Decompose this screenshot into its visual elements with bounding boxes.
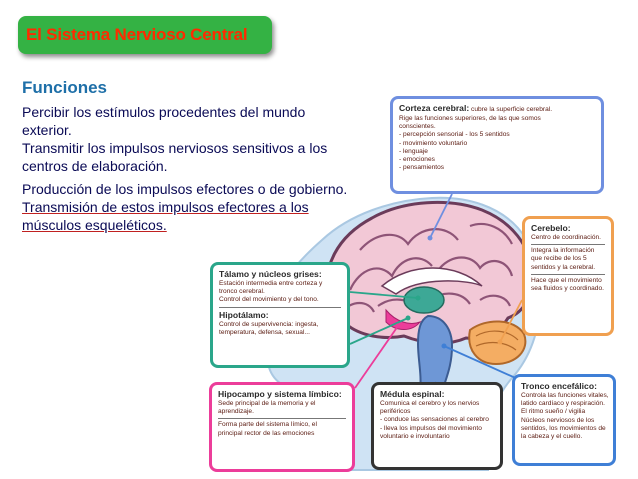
medula-heading: Médula espinal: [380,389,445,399]
cerebelo-line: Centro de coordinación. [531,234,602,241]
cerebelo-box [522,216,614,336]
cerebelo-line: Integra la información [531,247,595,255]
page-title: El Sistema Nervioso Central [26,25,248,44]
medula-line: Comunica el cerebro y los nervios [380,400,480,407]
corteza-line: - emociones [399,156,435,164]
thalamus [404,287,444,313]
talamo-line: tronco cerebral. [219,288,265,296]
function-line: exterior. [22,122,72,138]
medula-line: - lleva los impulsos del movimiento [380,424,482,432]
tronco-heading: Tronco encefálico: [521,381,597,391]
hipocampo-heading: Hipocampo y sistema límbico: [218,389,342,399]
tronco-line: El ritmo sueño / vigilia [521,408,586,416]
tronco-line: sentidos, los movimientos de [521,424,606,432]
medula-box [371,382,503,470]
corteza-line: conscientes. [399,123,436,131]
hipocampo-line: Forma parte del sistema límico, el [218,421,317,429]
cerebelo-line: que recibe de los 5 [531,255,587,263]
function-line: Percibir los estímulos procedentes del mundo [22,104,306,120]
tronco-line: Controla las funciones vitales, [521,392,609,399]
hipotalamo-line: Control de supervivencia: ingesta, [219,320,319,328]
hipocampo-line: aprendizaje. [218,408,254,416]
cerebelo-line: sea fluidos y coordinado. [531,285,604,293]
medula-line: periféricos [380,408,411,416]
hipocampo-line: Sede principal de la memoria y el [218,400,316,407]
hipotalamo-heading: Hipotálamo: [219,309,269,320]
talamo-box [210,262,350,368]
hipocampo-line: principal rector de las emociones [218,429,315,437]
divider [531,244,605,245]
tronco-line: Núcleos nerviosos de los [521,416,595,424]
corteza-cerebral-box [390,96,604,194]
corteza-heading: Corteza cerebral: [399,103,470,113]
corteza-line: - lenguaje [399,147,428,155]
corteza-line: - movimiento voluntario [399,139,468,147]
medula-line: - conduce las sensaciones al cerebro [380,416,489,424]
cerebelo-heading: Cerebelo: [531,223,571,233]
function-line: Producción de los impulsos efectores o de gobierno. [22,181,348,197]
talamo-line: Estación intermedia entre corteza y [219,280,323,287]
hipotalamo-line: temperatura, defensa, sexual... [219,328,310,336]
title-banner [18,16,272,54]
function-line: Transmisión de estos impulsos efectores a los [22,199,309,215]
tronco-box [512,374,616,466]
tronco-line: la cabeza y el cuello. [521,433,583,441]
corteza-line: - pensamientos [399,164,445,172]
talamo-line: Control del movimiento y del tono. [219,296,319,304]
corteza-line: Rige las funciones superiores, de las que somos [399,115,541,122]
function-line: centros de elaboración. [22,158,168,174]
section-subtitle: Funciones [22,78,108,97]
divider [218,418,346,419]
divider [219,307,341,308]
cerebelo-line: sentidos y la cerebral. [531,263,596,271]
hipocampo-box [209,382,355,472]
cerebelo-line: Hace que el movimiento [531,276,602,284]
medula-line: voluntario e involuntario [380,432,450,440]
talamo-heading: Tálamo y núcleos grises: [219,269,322,279]
function-line: músculos esqueléticos. [22,217,167,233]
corteza-line: - percepción sensorial - los 5 sentidos [399,131,510,139]
divider [531,274,605,275]
corteza-heading-rest: cubre la superficie cerebral. [469,106,553,113]
tronco-line: latido cardíaco y respiración. [521,400,605,408]
function-line: Transmitir los impulsos nerviosos sensitivos a los [22,140,328,156]
